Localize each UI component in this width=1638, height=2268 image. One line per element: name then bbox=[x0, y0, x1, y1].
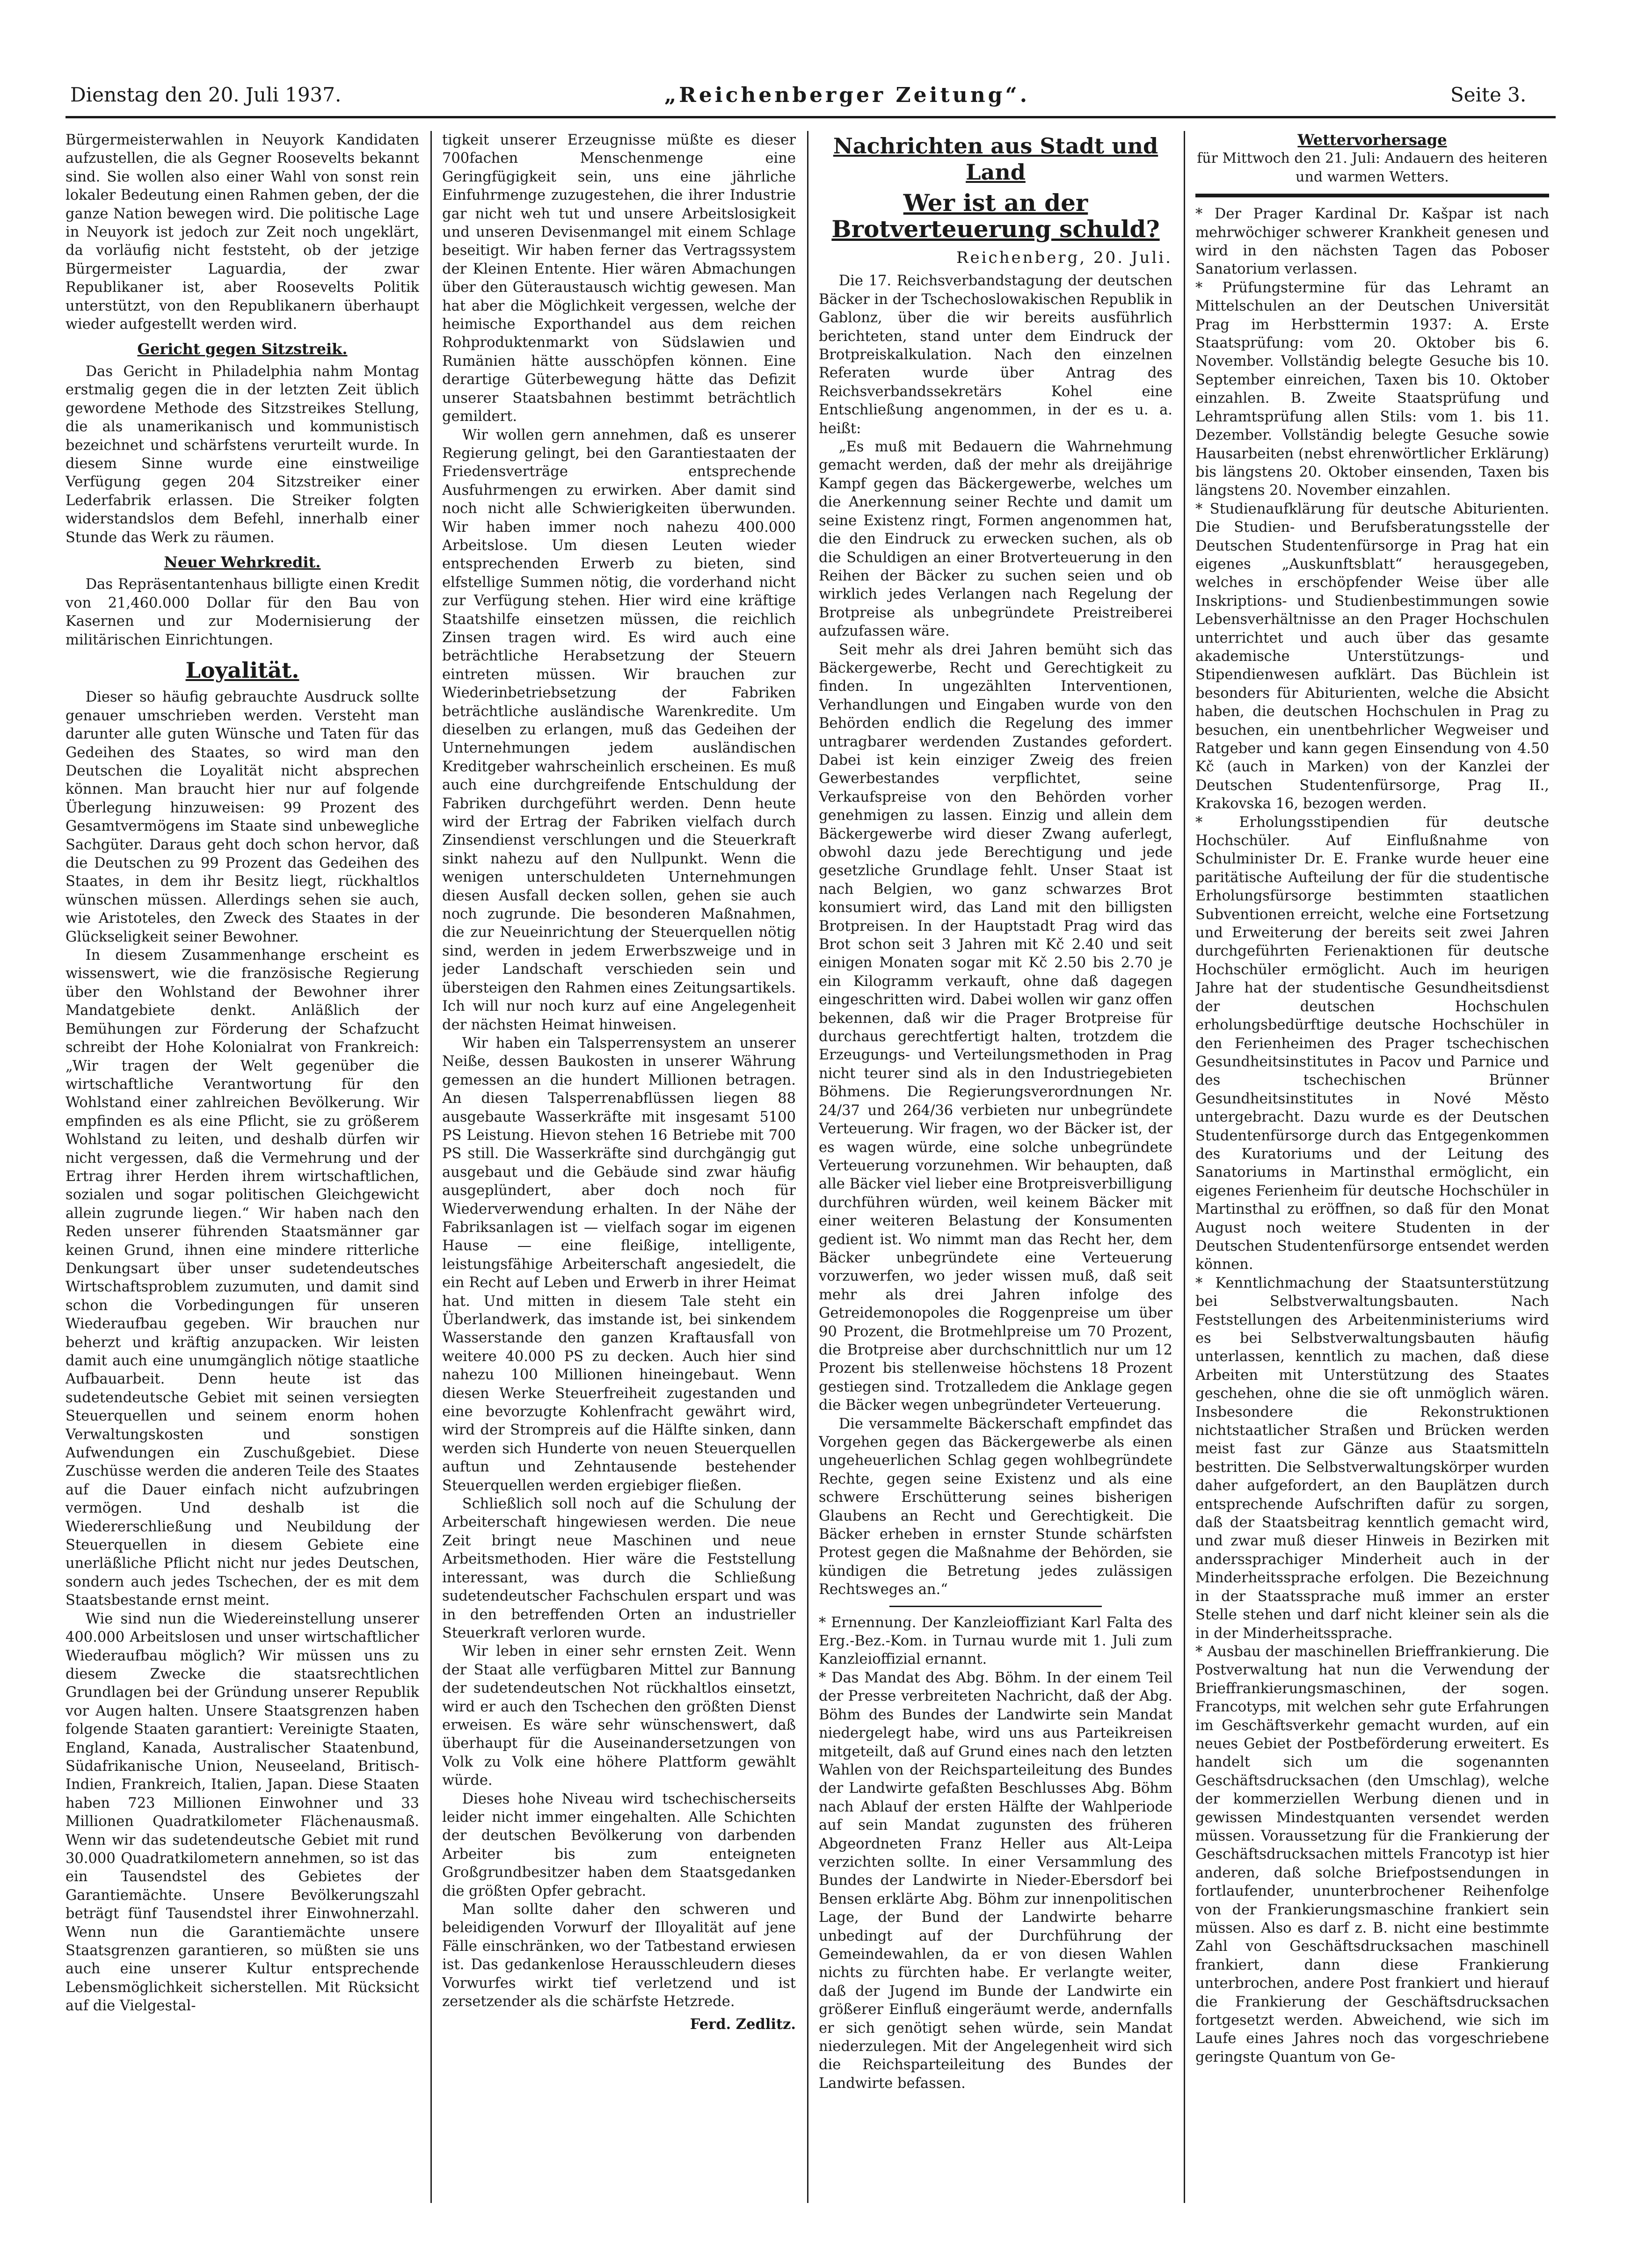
article-paragraph: Dieser so häufig gebrauchte Ausdruck sollte genauer umschrieben werden. Versteht man darunter alle guten Wünsche und Taten für das Gedeihen des Staates, so wird man den Deutschen die Loyalität nicht absprechen können. Man braucht hier nur auf folgende Überlegung hinzuweisen: 99 Prozent des Gesamtvermögens im Staate sind unbewegliche Sachgüter. Daraus geht doch schon hervor, daß die Deutschen zu 99 Prozent das Gedeihen des Staates, in dem ihr Besitz liegt, rückhaltlos wünschen müssen. Allerdings sehen sie auch, wie Aristoteles, den Zweck des Staates in der Glückseligkeit seiner Bewohner. bbox=[66, 689, 419, 945]
author-signature: Ferd. Zedlitz. bbox=[690, 2016, 796, 2033]
article-paragraph: „Es muß mit Bedauern die Wahrnehmung gemacht werden, daß der mehr als dreijährige Kampf gegen das Bäckergewerbe, welches um die Anerkennung seiner Rechte und damit um seine Existenz ringt, Formen angenommen hat, die den Eindruck zu erwecken suchen, als ob die Schuldigen an einer Brotverteuerung in den Reihen der Bäcker zu suchen seien und ob wirklich jedes Verlangen nach Regelung der Brotpreise als unbegründete Preistreiberei aufzufassen wäre. bbox=[819, 439, 1172, 640]
column-2 bbox=[442, 131, 796, 2203]
subheading-wehrkredit: Neuer Wehrkredit. bbox=[164, 553, 321, 571]
section-heading: Nachrichten aus Stadt und Land bbox=[833, 133, 1158, 185]
news-item: * Prüfungstermine für das Lehramt an Mittelschulen an der Deutschen Universität Prag im Herbsttermin 1937: A. Erste Staatsprüfung: vom 20. Oktober bis 6. November. Vollständig belegte Gesuche bis 10. September einreichen, Taxen bis 10. Oktober einzahlen. B. Zweite Staatsprüfung und Lehramtsprüfung allen Stils: vom 1. bis 11. Dezember. Vollständig belegte Gesuche sowie Hausarbeiten (nebst ehrenwörtlicher Erklärung) bis längstens 20. Oktober einsenden, Taxen bis längstens 20. November einzahlen. bbox=[1195, 279, 1549, 499]
weather-heading: Wettervorhersage bbox=[1297, 131, 1447, 149]
news-item: * Kenntlichmachung der Staatsunterstützung bei Selbstverwaltungsbauten. Nach Feststellungen des Arbeitenministeriums wird es bei Selbstverwaltungsbauten häufig unterlassen, kenntlich zu machen, daß diese Arbeiten mit Unterstützung des Staates geschehen, ohne die sie oft unmöglich wären. Insbesondere die Rekonstruktionen nichtstaatlicher Straßen und Brücken werden meist fast zur Gänze aus Staatsmitteln bestritten. Die Selbstverwaltungskörper wurden daher aufgefordert, an den Bauplätzen durch entsprechende Aufschriften dafür zu sorgen, daß der Staatsbeitrag kenntlich gemacht wird, und zwar muß dieser Hinweis in Bezirken mit anderssprachiger Minderheit auch in der Minderheitssprache erfolgen. Die Bezeichnung in der Staatssprache muß immer an erster Stelle stehen und darf nicht kleiner sein als die in der Minderheitssprache. bbox=[1195, 1275, 1549, 1642]
section-divider bbox=[1195, 194, 1549, 197]
newspaper-title: „Reichenberger Zeitung“. bbox=[664, 83, 1030, 107]
article-paragraph: Wie sind nun die Wiedereinstellung unserer 400.000 Arbeitslosen und unser wirtschaftlicher Wiederaufbau möglich? Wir müssen uns zu diesem Zwecke die staatsrechtlichen Grundlagen bei der Gründung unserer Republik vor Augen halten. Unsere Staatsgrenzen haben folgende Staaten garantiert: Vereinigte Staaten, England, Kanada, Australischer Staatenbund, Südafrikanische Union, Neuseeland, Britisch-Indien, Frankreich, Italien, Japan. Diese Staaten haben 723 Millionen Einwohner und 33 Millionen Quadratkilometer Flächenausmaß. Wenn wir das sudetendeutsche Gebiet mit rund 30.000 Quadratkilometern annehmen, so ist das ein Tausendstel des Gebietes der Garantiemächte. Unsere Bevölkerungszahl beträgt fünf Tausendstel ihrer Einwohnerzahl. Wenn nun die Garantiemächte unsere Staatsgrenzen garantieren, so müßten sie uns auch eine unserer Kultur entsprechende Lebensmöglichkeit sicherstellen. Mit Rücksicht auf die Vielgestal- bbox=[66, 1610, 419, 2014]
article-paragraph: Die versammelte Bäckerschaft empfindet das Vorgehen gegen das Bäckergewerbe als einen ungeheuerlichen Schlag gegen wohlbegründete Rechte, gegen seine Existenz und als eine schwere Erschütterung seines bisherigen Glaubens an Recht und Gerechtigkeit. Die Bäcker erheben in ernster Stunde schärfsten Protest gegen die Maßnahme der Behörden, sie kündigen die Betretung jedes zulässigen Rechtsweges an.“ bbox=[819, 1415, 1172, 1598]
column-4 bbox=[1195, 131, 1549, 2203]
dateline: Reichenberg, 20. Juli. bbox=[956, 248, 1172, 267]
article-paragraph: Das Gericht in Philadelphia nahm Montag erstmalig gegen die in der letzten Zeit üblich gewordene Methode des Sitzstreikes Stellung, die als unamerikanisch und kommunistisch bezeichnet und schärfstens verurteilt wurde. In diesem Sinne wurde eine einstweilige Verfügung gegen 204 Sitzstreiker einer Lederfabrik erlassen. Die Streiker folgten widerstandslos dem Befehl, innerhalb einer Stunde das Werk zu räumen. bbox=[66, 363, 419, 546]
column-3 bbox=[819, 131, 1172, 2203]
column-divider bbox=[430, 131, 432, 2203]
masthead bbox=[66, 65, 1556, 117]
article-paragraph: In diesem Zusammenhange erscheint es wissenswert, wie die französische Regierung über den Wohlstand der Bewohner ihrer Mandatgebiete denkt. Anläßlich der Bemühungen zur Förderung der Schafzucht schreibt der Hohe Kolonialrat von Frankreich: „Wir tragen der Welt gegenüber die wirtschaftliche Verantwortung für den Wohlstand einer zahlreichen Bevölkerung. Wir empfinden es als eine Pflicht, sie zu größerem Wohlstand zu leiten, und deshalb dürfen wir nicht vergessen, daß die Vermehrung und der Ertrag ihrer Herden ihrem wirtschaftlichen, sozialen und sogar politischen Gleichgewicht allein zugrunde liegen.“ Wir haben nach den Reden unserer führenden Staatsmänner gar keinen Grund, ihnen eine mindere ritterliche Denkungsart über unser sudetendeutsches Wirtschaftsproblem zuzumuten, und damit sind schon die Vorbedingungen für unseren Wiederaufbau gegeben. Wir brauchen nur beherzt und kräftig anzupacken. Wir leisten damit auch eine unumgänglich nötige staatliche Aufbauarbeit. Denn heute ist das sudetendeutsche Gebiet mit seinen versiegten Steuerquellen und seinem enorm hohen Verwaltungskosten und sonstigen Aufwendungen ein Zuschußgebiet. Diese Zuschüsse werden die anderen Teile des Staates auf die Dauer einfach nicht aufzubringen vermögen. Und deshalb ist die Wiedererschließung und Neubildung der Steuerquellen in diesem Gebiete eine unerläßliche Pflicht nicht nur jedes Deutschen, sondern auch jedes Tschechen, der es mit dem Staatsbestande ernst meint. bbox=[66, 947, 419, 1609]
weather-forecast: für Mittwoch den 21. Juli: Andauern des heiteren und warmen Wetters. bbox=[1197, 150, 1548, 185]
article-paragraph: Dieses hohe Niveau wird tschechischerseits leider nicht immer eingehalten. Alle Schichten der deutschen Bevölkerung von darbenden Arbeiter bis zum enteigneten Großgrundbesitzer haben dem Staatsgedanken die größten Opfer gebracht. bbox=[442, 1790, 796, 1899]
news-item: * Der Prager Kardinal Dr. Kašpar ist nach mehrwöchiger schwerer Krankheit genesen und wird in den nächsten Tagen das Poboser Sanatorium verlassen. bbox=[1195, 206, 1549, 278]
article-headline: Wer ist an der Brotverteuerung schuld? bbox=[831, 189, 1160, 243]
news-item: * Studienaufklärung für deutsche Abiturienten. Die Studien- und Berufsberatungsstelle der Deutschen Studentenfürsorge in Prag hat ein eigenes „Auskunftsblatt“ herausgegeben, welches in erschöpfender Weise über alle Inskriptions- und Studienbestimmungen sowie Lebensverhältnisse an den Prager Hochschulen unterrichtet und auch über das gesamte akademische Unterstützungs- und Stipendienwesen aufklärt. Das Büchlein ist besonders für Abiturienten, welche die Absicht haben, die deutschen Hochschulen in Prag zu besuchen, ein unentbehrlicher Wegweiser und Ratgeber und kann gegen Einsendung von 4.50 Kč (auch in Marken) von der Kanzlei der Deutschen Studentenfürsorge, Prag II., Krakovska 16, bezogen werden. bbox=[1195, 500, 1549, 812]
news-item: * Das Mandat des Abg. Böhm. In der einem Teil der Presse verbreiteten Nachricht, daß der Abg. Böhm des Bundes der Landwirte sein Mandat niedergelegt habe, wird uns aus Parteikreisen mitgeteilt, daß auf Grund eines nach den letzten Wahlen von der Reichsparteileitung des Bundes der Landwirte gefaßten Beschlusses Abg. Böhm nach Ablauf der ersten Hälfte der Wahlperiode auf sein Mandat zugunsten des früheren Abgeordneten Franz Heller aus Alt-Leipa verzichten sollte. In einer Versammlung des Bundes der Landwirte in Nieder-Ebersdorf bei Bensen erklärte Abg. Böhm zur innenpolitischen Lage, der Bund der Landwirte beharre unbedingt auf der Durchführung der Gemeindewahlen, da er von diesen Wahlen nichts zu fürchten habe. Er verlangte weiter, daß der Jugend im Bunde der Landwirte ein größerer Einfluß eingeräumt werde, andernfalls er sich genötigt sehen würde, sein Mandat niederzulegen. Mit der Angelegenheit wird sich die Reichsparteileitung des Bundes der Landwirte befassen. bbox=[819, 1669, 1172, 2092]
article-paragraph: Schließlich soll noch auf die Schulung der Arbeiterschaft hingewiesen werden. Die neue Zeit bringt neue Maschinen und neue Arbeitsmethoden. Hier wäre die Feststellung interessant, was durch die Schließung sudetendeutscher Fachschulen erspart und was in den betreffenden Orten an industrieller Steuerkraft verloren wurde. bbox=[442, 1496, 796, 1641]
article-paragraph: Wir wollen gern annehmen, daß es unserer Regierung gelingt, bei den Garantiestaaten der Friedensverträge entsprechende Ausfuhrmengen zu erwirken. Aber damit sind noch nicht alle Schwierigkeiten überwunden. Wir haben immer noch nahezu 400.000 Arbeitslose. Um diesen Leuten wieder entsprechenden Erwerb zu bieten, sind elfstellige Summen nötig, die vorderhand nicht zur Verfügung stehen. Hier wird eine kräftige Staatshilfe einsetzen müssen, die reichlich Zinsen tragen wird. Es wird auch eine beträchtliche Herabsetzung der Steuern eintreten müssen. Wir brauchen zur Wiederinbetriebsetzung der Fabriken beträchtliche ausländische Warenkredite. Um dieselben zu erlangen, muß das Gedeihen der Unternehmungen jedem ausländischen Kreditgeber wahrscheinlich erscheinen. Es muß auch eine durchgreifende Entschuldung der Fabriken durchgeführt werden. Denn heute wird der Ertrag der Fabriken vielfach durch Zinsendienst verschlungen und die Steuerkraft sinkt nahezu auf den Nullpunkt. Wenn die wenigen unterschuldeten Unternehmungen diesen Ausfall decken sollen, gehen sie auch noch zugrunde. Die besonderen Maßnahmen, die zur Neueinrichtung der Steuerquellen nötig sind, werden in jedem Erwerbszweige und in jeder Landschaft verschieden sein und übersteigen den Rahmen eines Zeitungsartikels. Ich will nur noch kurz auf eine Angelegenheit der nächsten Heimat hinweisen. bbox=[442, 427, 796, 1033]
section-divider bbox=[889, 1606, 1102, 1607]
article-paragraph: Seit mehr als drei Jahren bemüht sich das Bäckergewerbe, Recht und Gerechtigkeit zu finden. In ungezählten Interventionen, Verhandlungen und Eingaben wurde von den Behörden endlich die Regelung des immer untragbarer werdenden Zustandes gefordert. Dabei ist kein einziger Zweig des freien Gewerbestandes verpflichtet, seine Verkaufspreise von den Behörden vorher genehmigen zu lassen. Einzig und allein dem Bäckergewerbe wird dieser Zwang auferlegt, obwohl dazu jede Berechtigung und jede gesetzliche Grundlage fehlt. Unser Staat ist nach Belgien, wo ganz schwarzes Brot konsumiert wird, das Land mit den billigsten Brotpreisen. In der Hauptstadt Prag wird das Brot schon seit 3 Jahren mit Kč 2.40 und seit einigen Monaten sogar mit Kč 2.50 bis 2.70 je ein Kilogramm verkauft, ohne daß dagegen eingeschritten wird. Dabei wollen wir ganz offen bekennen, daß wir die Prager Brotpreise für durchaus gerechtfertigt halten, trotzdem die Erzeugungs- und Verteilungsmethoden in Prag nicht teurer sind als in den Industriegebieten Böhmens. Die Regierungsverordnungen Nr. 24/37 und 264/36 verbieten nur unbegründete Verteuerung. Wir fragen, wo der Bäcker ist, der es wagen würde, eine solche unbegründete Verteuerung vorzunehmen. Wir behaupten, daß alle Bäcker viel lieber eine Brotpreisverbilligung durchführen würden, weil keinem Bäcker mit einer weiteren Belastung der Konsumenten gedient ist. Wo nimmt man das Recht her, dem Bäcker unbegründete eine Verteuerung vorzuwerfen, wo jeder wissen muß, daß seit mehr als drei Jahren infolge des Getreidemonopoles die Roggenpreise um über 90 Prozent, die Brotmehlpreise um 70 Prozent, die Brotpreise aber durchschnittlich nur um 12 Prozent bis stellenweise höchstens 18 Prozent gestiegen sind. Trotzalledem die Anklage gegen die Bäcker wegen unbegründeter Verteuerung. bbox=[819, 641, 1172, 1414]
newspaper-page bbox=[66, 65, 1556, 2217]
article-paragraph: Man sollte daher den schweren und beleidigenden Vorwurf der Illoyalität auf jene Fälle einschränken, wo der Tatbestand erwiesen ist. Das gedankenlose Herausschleudern dieses Vorwurfes wirkt tief verletzend und ist zersetzender als die schärfste Hetzrede. bbox=[442, 1901, 796, 2010]
masthead-rule bbox=[66, 116, 1556, 118]
article-paragraph: Wir haben ein Talsperrensystem an unserer Neiße, dessen Baukosten in unserer Währung gemessen an die hundert Millionen betragen. An diesen Talsperrenabflüssen liegen 88 ausgebaute Wasserkräfte mit insgesamt 5100 PS Leistung. Hievon stehen 16 Betriebe mit 700 PS still. Die Wasserkräfte sind durchgängig gut ausgebaut und die Gebäude sind zwar häufig ausgeplündert, aber doch noch für Wiederverwendung erhalten. In der Nähe der Fabriksanlagen ist — vielfach sogar im eigenen Hause — eine fleißige, intelligente, leistungsfähige Arbeiterschaft angesiedelt, die ein Recht auf Leben und Erwerb in ihrer Heimat hat. Und mitten in diesem Tale steht ein Überlandwerk, das imstande ist, bei sinkendem Wasserstande den ganzen Kraftausfall von weitere 40.000 PS zu decken. Auch hier sind nahezu 100 Millionen hineingebaut. Wenn diesen Werke Steuerfreiheit zugestanden und eine bevorzugte Kohlenfracht gewährt wird, wird der Strompreis auf die Hälfte sinken, dann werden sich Hunderte von neuen Steuerquellen auftun und Zehntausende bestehender Steuerquellen werden ergiebiger fließen. bbox=[442, 1035, 796, 1494]
article-paragraph: Die 17. Reichsverbandstagung der deutschen Bäcker in der Tschechoslowakischen Republik in Gablonz, über die wir bereits ausführlich berichteten, stand unter dem Eindruck der Brotpreiskalkulation. Nach den einzelnen Referaten wurde über Antrag des Reichsverbandssekretärs Kohel eine Entschließung angenommen, in der es u. a. heißt: bbox=[819, 273, 1172, 437]
issue-date: Dienstag den 20. Juli 1937. bbox=[70, 83, 342, 106]
news-item: * Ausbau der maschinellen Brieffrankierung. Die Postverwaltung hat nun die Verwendung der Brieffrankierungsmaschinen, der sogen. Francotyps, mit welchen sehr gute Erfahrungen im Geschäftsverkehr gemacht wurden, auf ein neues Gebiet der Postbeförderung erweitert. Es handelt sich um die sogenannten Geschäftsdrucksachen (den Umschlag), welche der kommerziellen Werbung dienen und in gewissen Mindestquanten versendet werden müssen. Voraussetzung für die Frankierung der Geschäftsdrucksachen mittels Francotyp ist hier anderen, daß solche Briefpostsendungen in fortlaufender, ununterbrochener Reihenfolge von der Frankierungsmaschine frankiert sein müssen. Also es darf z. B. nicht eine bestimmte Zahl von Geschäftsdrucksachen maschinell frankiert, dann diese Frankierung unterbrochen, andere Post frankiert und hierauf die Frankierung der Geschäftsdrucksachen fortgesetzt werden. Abweichend, wie sich im Laufe eines Jahres noch das vorgeschriebene geringste Quantum von Ge- bbox=[1195, 1643, 1549, 2065]
article-paragraph: tigkeit unserer Erzeugnisse müßte es dieser 700fachen Menschenmenge eine Geringfügigkeit sein, uns eine jährliche Einfuhrmenge zuzugestehen, die ihrer Industrie gar nicht weh tut und unsere Arbeitslosigkeit und unseren Devisenmangel mit einem Schlage beseitigt. Wir haben ferner das Vertragssystem der Kleinen Entente. Hier wären Abmachungen über den Güteraustausch wichtig gewesen. Man hat aber die Möglichkeit vergessen, welche der heimische Exporthandel aus dem reichen Rohproduktenmarkt von Südslawien und Rumänien hätte ausschöpfen können. Eine derartige Güterbewegung hätte das Defizit unserer Staatsbahnen bestimmt beträchtlich gemildert. bbox=[442, 132, 796, 425]
article-paragraph: Bürgermeisterwahlen in Neuyork Kandidaten aufzustellen, die als Gegner Roosevelts bekannt sind. Sie wollen also einer Wahl von sonst rein lokaler Bedeutung einen Rahmen geben, der die ganze Nation bewegen wird. Die politische Lage in Neuyork ist jedoch zur Zeit noch ungeklärt, da vorläufig nicht feststeht, ob der jetzige Bürgermeister Laguardia, der zwar Republikaner ist, aber Roosevelts Politik unterstützt, von den Republikanern überhaupt wieder aufgestellt werden wird. bbox=[66, 132, 419, 333]
page-number: Seite 3. bbox=[1450, 83, 1527, 106]
column-divider bbox=[1184, 131, 1185, 2203]
article-paragraph: Wir leben in einer sehr ernsten Zeit. Wenn der Staat alle verfügbaren Mittel zur Bannung der sudetendeutschen Not rückhaltlos einsetzt, wird er auch den Tschechen den größten Dienst erweisen. Es wäre sehr wünschenswert, daß überhaupt für die Auseinandersetzungen von Volk zu Volk eine höhere Plattform gewählt würde. bbox=[442, 1643, 796, 1789]
headline-loyalitaet: Loyalität. bbox=[185, 657, 299, 683]
column-divider bbox=[807, 131, 808, 2203]
column-1 bbox=[66, 131, 419, 2203]
subheading-sitzstreik: Gericht gegen Sitzstreik. bbox=[137, 340, 348, 358]
news-item: * Erholungsstipendien für deutsche Hochschüler. Auf Einflußnahme von Schulminister Dr. E. Franke wurde heuer eine paritätische Aufteilung der für die studentische Erholungsfürsorge bestimmten staatlichen Subventionen erreicht, welche eine Fortsetzung und Erweiterung der bereits seit zwei Jahren durchgeführten Ferienaktionen für deutsche Hochschüler ermöglicht. Auch im heurigen Jahre hat der studentische Gesundheitsdienst der deutschen Hochschulen erholungsbedürftige deutsche Hochschüler in den Ferienheimen des Prager tschechischen Gesundheitsinstitutes in Pacov und Parnice und des tschechischen Brünner Gesundheitsinstitutes in Nové Město untergebracht. Dazu wurde es der Deutschen Studentenfürsorge durch das Entgegenkommen des Kuratoriums und der Leitung des Sanatoriums in Martinsthal ermöglicht, ein eigenes Ferienheim für deutsche Hochschüler in Martinsthal zu eröffnen, so daß für den Monat August noch weitere Studenten in der Deutschen Studentenfürsorge entsendet werden können. bbox=[1195, 814, 1549, 1273]
news-item: * Ernennung. Der Kanzleioffiziant Karl Falta des Erg.-Bez.-Kom. in Turnau wurde mit 1. Juli zum Kanzleioffizial ernannt. bbox=[819, 1614, 1172, 1668]
article-paragraph: Das Repräsentantenhaus billigte einen Kredit von 21,460.000 Dollar für den Bau von Kasernen und zur Modernisierung der militärischen Einrichtungen. bbox=[66, 576, 419, 648]
